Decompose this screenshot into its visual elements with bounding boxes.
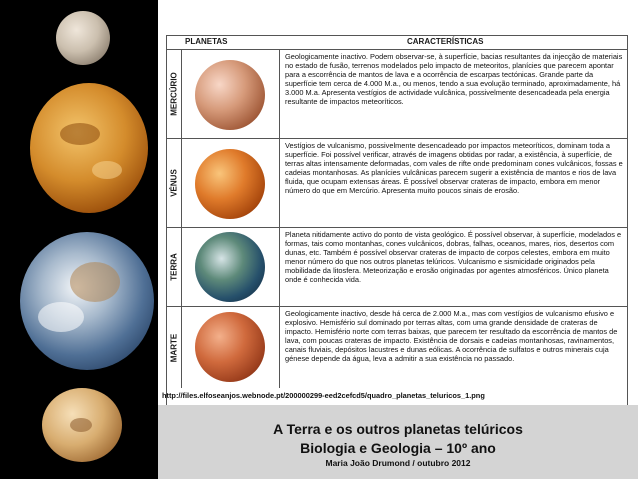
footer-title: A Terra e os outros planetas telúricos	[273, 421, 523, 437]
planet-label-marte: MARTE	[169, 333, 179, 362]
venus-description: Vestígios de vulcanismo, possivelmente desencadeado por impactos meteoríticos, dominam toda a superfície. Foi possível verificar, através de imagens obtidas por radar, a existência, à superfície, de terras altas intensamente deformadas, com vales de rifte onde predominam cones vulcânicos, fossas e cadeias montanhosas. As planícies vulcânicas parecem sugerir a existência de mantos e rios de lava fluida, que ocupam extensas áreas. É possível observar crateras de impacto, embora em menor número do que em Mercúrio. Apresenta muito poucos sinais de erosão.	[285, 141, 623, 195]
mercury-planet-image	[56, 11, 110, 65]
mercury-description: Geologicamente inactivo. Podem observar-se, à superfície, bacias resultantes da injecção de materiais no estado de fusão, terrenos modelados pelo impacto de meteoritos, planícies que parecem apontar para a escorrência de mantos de lava e a ocorrência de escarpas tectónicas. Grande parte da superfície tem cerca de 4.000 M.a., ou menos, tendo a sua evolução terminado, aproximadamente, há 3.000 M.a. Apresenta vestígios de actividade vulcânica, possivelmente desencadeada pela energia resultante de impactos meteoríticos.	[285, 52, 623, 106]
earth-planet-image	[20, 232, 154, 370]
mercury-thumbnail	[195, 60, 265, 130]
row-marte	[167, 307, 627, 388]
footer	[158, 405, 638, 479]
source-url: http://files.elfoseanjos.webnode.pt/200000299-eed2cefcd5/quadro_planetas_teluricos_1.png	[162, 391, 485, 400]
planet-label-terra: TERRA	[169, 253, 179, 281]
header-planets: PLANETAS	[185, 37, 228, 46]
row-terra	[167, 228, 627, 307]
mars-planet-image	[42, 388, 122, 462]
earth-thumbnail	[195, 232, 265, 302]
mars-thumbnail	[195, 312, 265, 382]
venus-thumbnail	[195, 149, 265, 219]
terra-description: Planeta nitidamente activo do ponto de vista geológico. É possível observar, à superfície, modelados e formas, tais como montanhas, cones vulcânicos, dobras, falhas, oceanos, mares, rios, desertos com dunas, etc. Também é possível observar crateras de impacto de corpos celestes, embora em muito menor número do que nos outros planetas telúricos. Vulcanismo e sismicidade originados pela mobilidade da litosfera. Meteorização e erosão originadas por agentes atmosféricos. Único planeta onde é conhecida vida.	[285, 230, 622, 284]
venus-planet-image	[30, 83, 148, 213]
row-venus	[167, 139, 627, 228]
planets-table-card	[160, 22, 632, 402]
footer-author: Maria João Drumond / outubro 2012	[325, 458, 471, 468]
planets-table	[166, 35, 628, 411]
planet-label-mercury: MERCÚRIO	[169, 72, 179, 116]
table-header	[167, 36, 627, 50]
footer-subtitle: Biologia e Geologia – 10º ano	[300, 440, 496, 456]
marte-description: Geologicamente inactivo, desde há cerca de 2.000 M.a., mas com vestígios de vulcanismo efusivo e explosivo. Hemisfério sul dominado por terras altas, com uma grande densidade de crateras de impacto. Hemisfério norte com terras baixas, que parecem ter resultado da escorrência de mantos de lava, com poucas crateras de impacto. Existência de dorsais e cadeias montanhosas, ravinamentos, canais fluviais, depósitos lacustres e dunas eólicas. A ocorrência de sulfatos e outros minerais cuja génese depende da água, leva a admitir a sua existência no passado.	[285, 309, 618, 363]
row-mercury	[167, 50, 627, 139]
planet-image-strip	[0, 0, 158, 479]
header-characteristics: CARACTERÍSTICAS	[407, 37, 484, 46]
planet-label-venus: VÉNUS	[169, 169, 179, 197]
